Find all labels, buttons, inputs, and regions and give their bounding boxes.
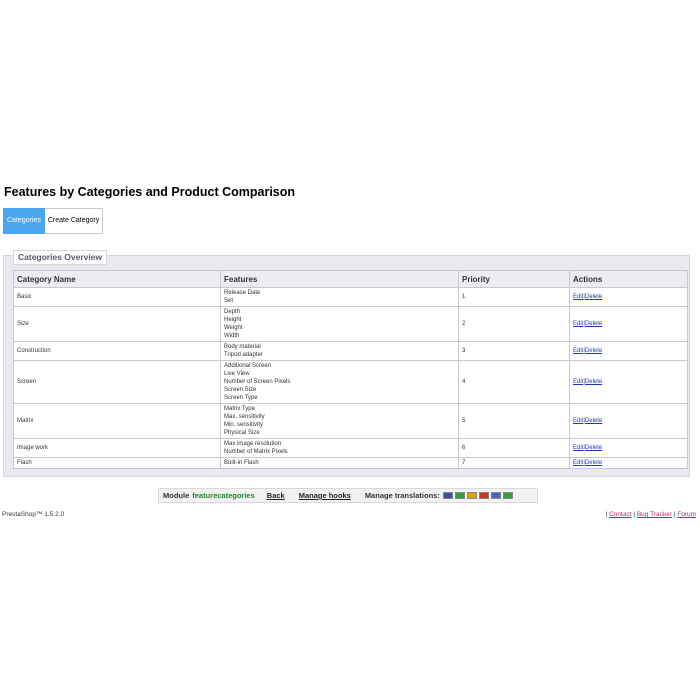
feature-item: Weight (224, 325, 243, 331)
manage-hooks-link[interactable]: Manage hooks (298, 491, 351, 500)
category-name-cell: Matrix (14, 404, 221, 439)
category-name-cell: Screen (14, 361, 221, 404)
table-row (14, 288, 688, 307)
action-separator: | (583, 445, 585, 451)
priority-cell: 1 (459, 288, 570, 307)
features-cell (221, 342, 459, 361)
table-row (14, 361, 688, 404)
module-label: Module (163, 491, 190, 500)
flag-es-icon[interactable] (479, 492, 489, 499)
features-cell (221, 458, 459, 469)
table-row (14, 458, 688, 469)
tab-bar (3, 208, 103, 233)
feature-item: Max. sensitivity (224, 414, 265, 420)
action-separator: | (583, 418, 585, 424)
features-cell (221, 404, 459, 439)
edit-link[interactable]: Edit (573, 418, 584, 424)
edit-link[interactable]: Edit (573, 445, 584, 451)
page-title: Features by Categories and Product Comparison (4, 185, 296, 199)
categories-overview-fieldset (3, 252, 690, 477)
features-cell (221, 307, 459, 342)
tab-create-category[interactable]: Create Category (45, 208, 103, 234)
tab-categories[interactable]: Categories (3, 208, 45, 234)
delete-link[interactable]: Delete (584, 418, 603, 424)
feature-item: Depth (224, 309, 241, 315)
category-name-cell: Image work (14, 439, 221, 458)
actions-cell (570, 439, 688, 458)
actions-cell (570, 288, 688, 307)
actions-cell (570, 361, 688, 404)
version-text: PrestaShop™ 1.5.2.0 (2, 511, 65, 518)
category-name-cell: Size (14, 307, 221, 342)
priority-cell: 7 (459, 458, 570, 469)
edit-link[interactable]: Edit (573, 294, 584, 300)
forum-link[interactable]: Forum (677, 511, 696, 518)
footer-links (606, 511, 696, 518)
flag-br-icon[interactable] (455, 492, 465, 499)
module-toolbar (158, 488, 538, 503)
feature-item: Max image resolution (224, 441, 282, 447)
action-separator: | (583, 321, 585, 327)
flag-fr-icon[interactable] (491, 492, 501, 499)
features-cell (221, 439, 459, 458)
module-name: featurecategories (192, 491, 255, 500)
delete-link[interactable]: Delete (584, 379, 603, 385)
edit-link[interactable]: Edit (573, 460, 584, 466)
feature-item: Min. sensitivity (224, 422, 264, 428)
flag-it-icon[interactable] (503, 492, 513, 499)
footer-separator: | (673, 511, 676, 518)
actions-cell (570, 458, 688, 469)
column-header-actions: Actions (570, 271, 688, 288)
feature-item: Number of Matrix Pixels (224, 449, 288, 455)
column-header-features: Features (221, 271, 459, 288)
footer-separator: | (605, 511, 608, 518)
action-separator: | (583, 460, 585, 466)
feature-item: Tripod adapter (224, 352, 263, 358)
table-header-row (14, 271, 688, 288)
delete-link[interactable]: Delete (584, 321, 603, 327)
edit-link[interactable]: Edit (573, 348, 584, 354)
category-name-cell: Flash (14, 458, 221, 469)
category-name-cell: Construction (14, 342, 221, 361)
feature-item: Height (224, 317, 242, 323)
actions-cell (570, 404, 688, 439)
column-header-category-name: Category Name (14, 271, 221, 288)
feature-item: Additional Screen (224, 363, 272, 369)
features-cell (221, 288, 459, 307)
table-row (14, 307, 688, 342)
delete-link[interactable]: Delete (584, 445, 603, 451)
table-row (14, 342, 688, 361)
feature-item: Width (224, 333, 240, 339)
feature-item: Built-in Flash (224, 460, 259, 466)
priority-cell: 2 (459, 307, 570, 342)
priority-cell: 3 (459, 342, 570, 361)
actions-cell (570, 342, 688, 361)
actions-cell (570, 307, 688, 342)
manage-translations-label: Manage translations: (364, 491, 440, 500)
action-separator: | (583, 348, 585, 354)
flag-us-icon[interactable] (443, 492, 453, 499)
feature-item: Body material (224, 344, 261, 350)
action-separator: | (583, 379, 585, 385)
column-header-priority: Priority (459, 271, 570, 288)
feature-item: Screen Size (224, 387, 257, 393)
feature-item: Live View (224, 371, 250, 377)
feature-item: Matrix Type (224, 406, 255, 412)
table-row (14, 439, 688, 458)
feature-item: Release Date (224, 290, 261, 296)
categories-table (13, 270, 688, 469)
fieldset-legend: Categories Overview (13, 250, 107, 265)
table-row (14, 404, 688, 439)
footer-separator: | (633, 511, 636, 518)
feature-item: Screen Type (224, 395, 258, 401)
feature-item: Physical Size (224, 430, 260, 436)
contact-link[interactable]: Contact (609, 511, 632, 518)
delete-link[interactable]: Delete (584, 348, 603, 354)
delete-link[interactable]: Delete (584, 294, 603, 300)
flag-de-icon[interactable] (467, 492, 477, 499)
features-cell (221, 361, 459, 404)
action-separator: | (583, 294, 585, 300)
priority-cell: 5 (459, 404, 570, 439)
delete-link[interactable]: Delete (584, 460, 603, 466)
translation-flags (443, 492, 515, 499)
back-link[interactable]: Back (266, 491, 285, 500)
feature-item: Number of Screen Pixels (224, 379, 291, 385)
priority-cell: 4 (459, 361, 570, 404)
edit-link[interactable]: Edit (573, 379, 584, 385)
bug-tracker-link[interactable]: Bug Tracker (636, 511, 672, 518)
category-name-cell: Basic (14, 288, 221, 307)
priority-cell: 6 (459, 439, 570, 458)
feature-item: Set (224, 298, 234, 304)
edit-link[interactable]: Edit (573, 321, 584, 327)
